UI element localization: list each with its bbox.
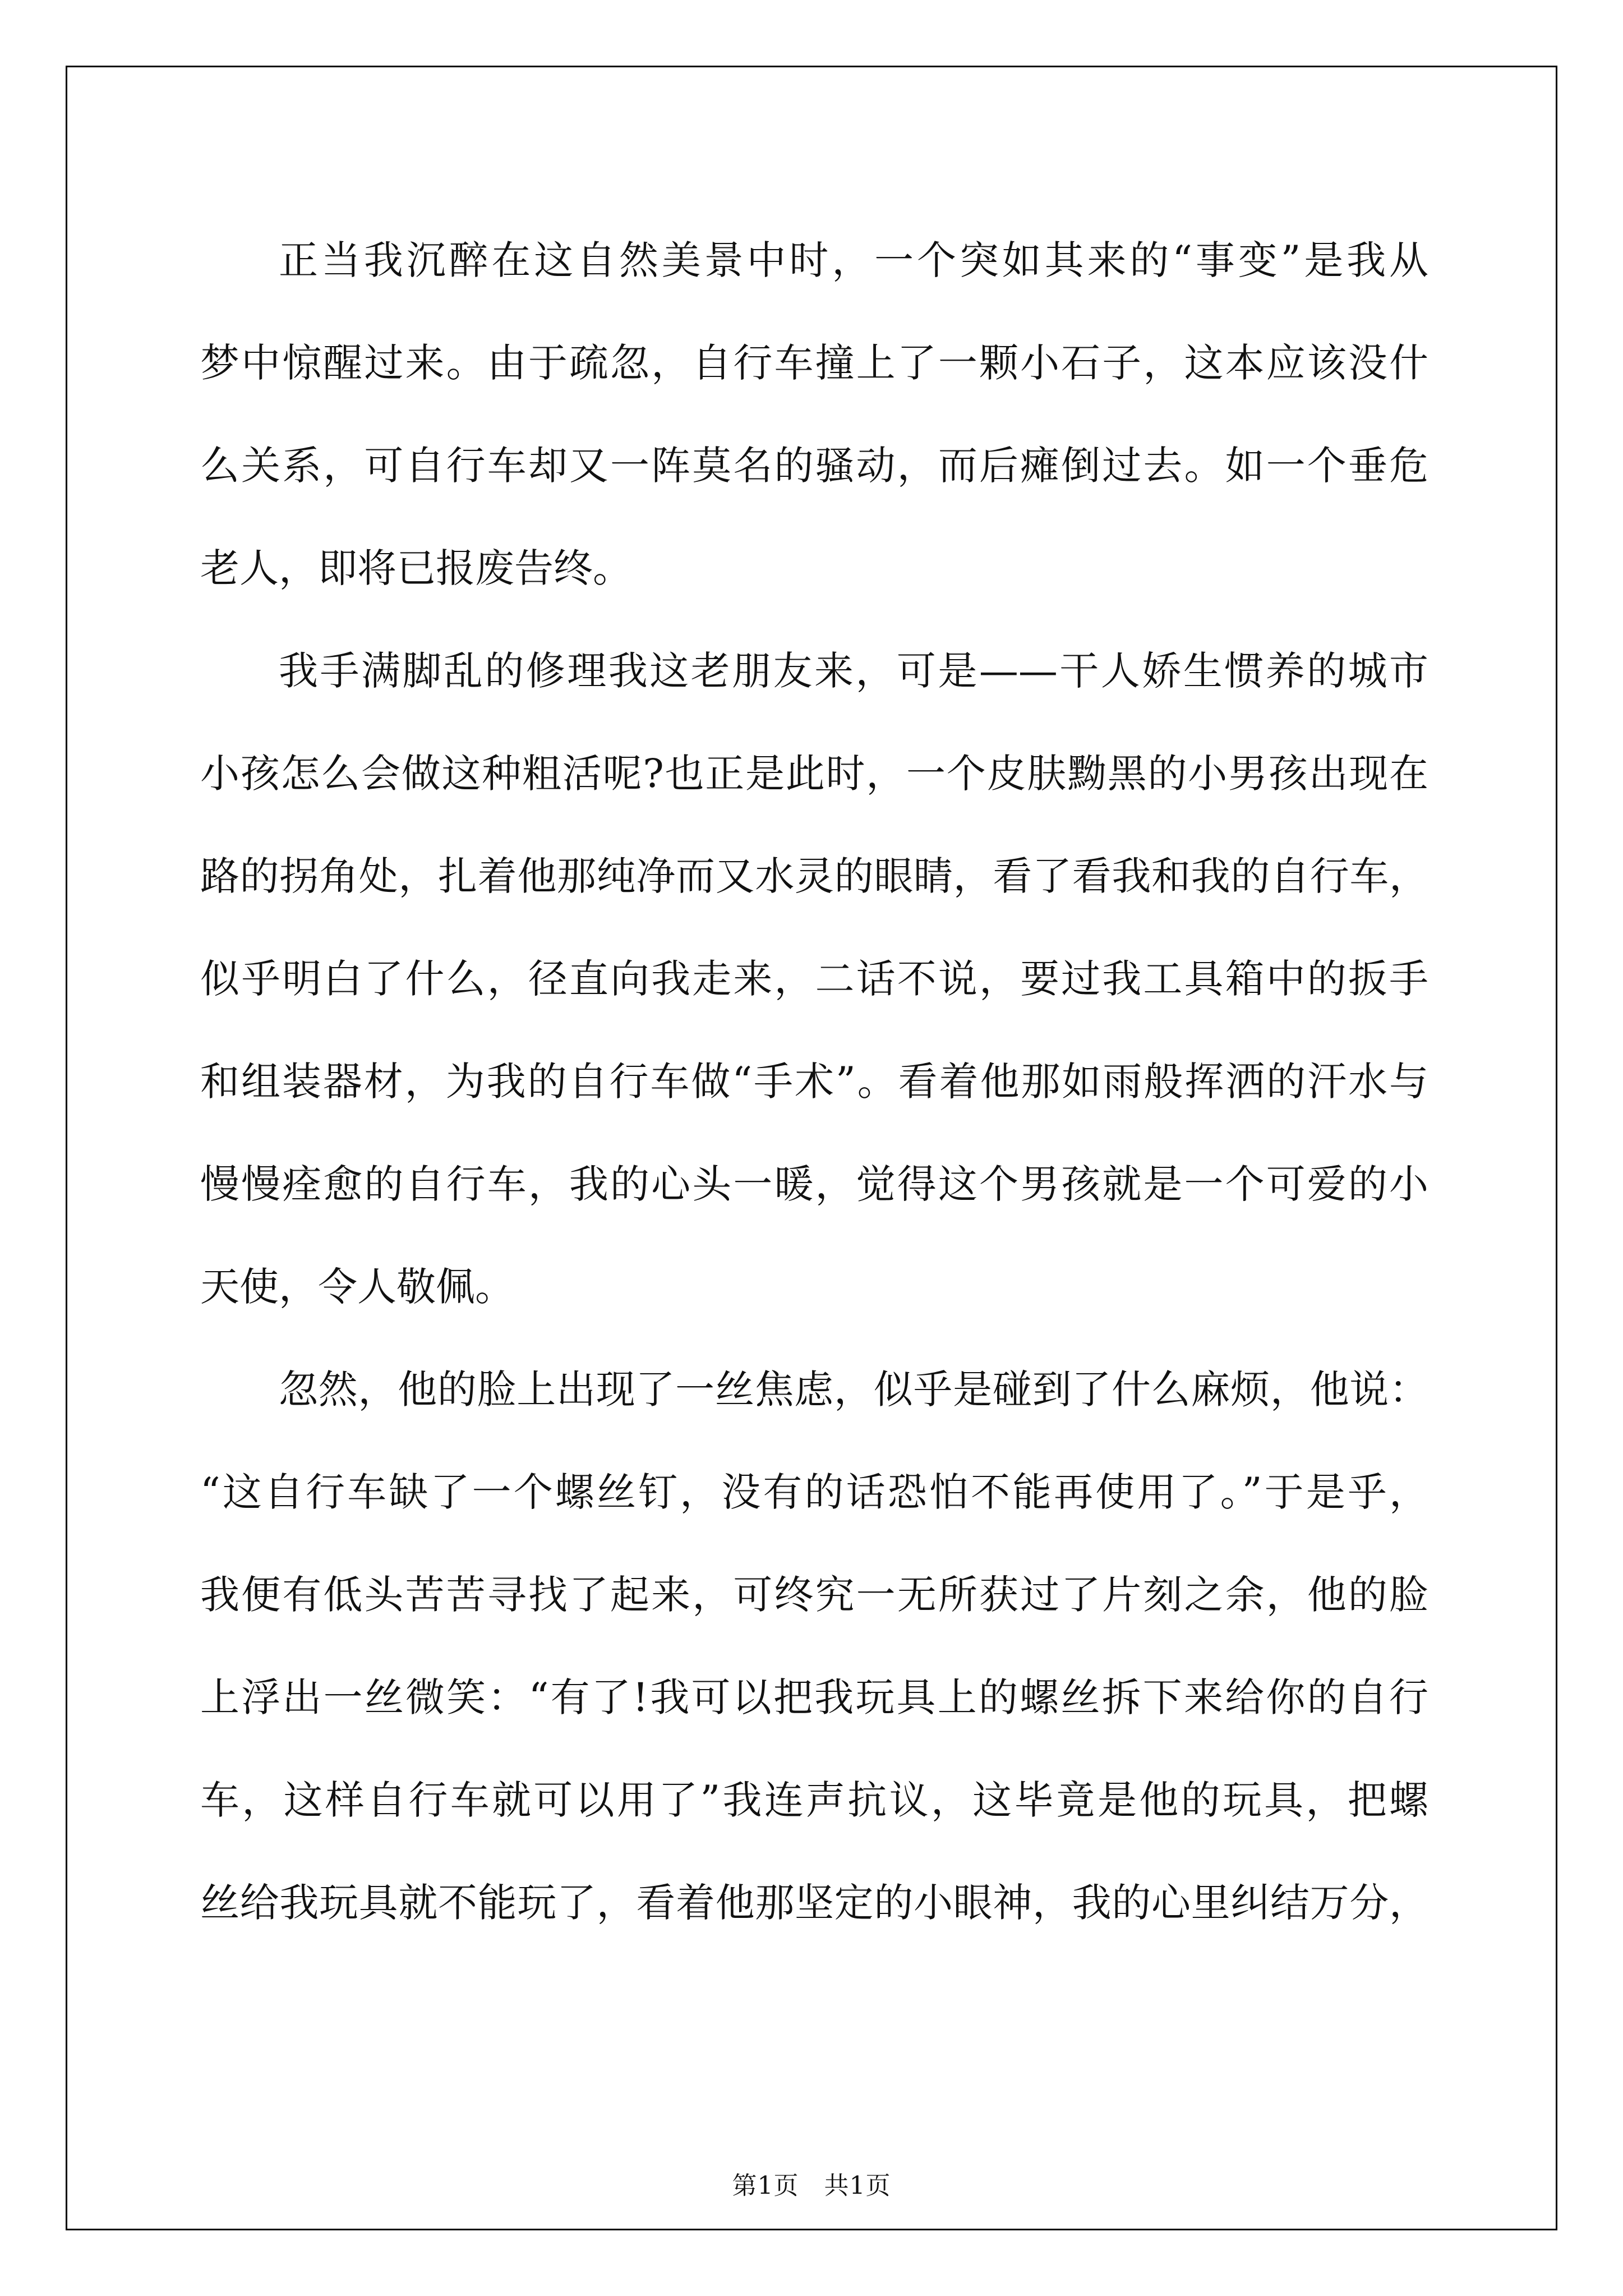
text-line: 小孩怎么会做这种粗活呢?也正是此时，一个皮肤黝黑的小男孩出现在 <box>200 751 1428 797</box>
text-line: 似乎明白了什么，径直向我走来，二话不说，要过我工具箱中的扳手 <box>200 956 1428 1002</box>
paragraph-2 <box>200 620 1428 1338</box>
paragraph-1 <box>200 209 1428 620</box>
text-line: 慢慢痊愈的自行车，我的心头一暖，觉得这个男孩就是一个可爱的小 <box>200 1161 1428 1207</box>
footer-spacer <box>799 2171 824 2200</box>
text-line: 丝给我玩具就不能玩了，看着他那坚定的小眼神，我的心里纠结万分， <box>200 1880 1428 1926</box>
text-line: 梦中惊醒过来。由于疏忽，自行车撞上了一颗小石子，这本应该没什 <box>200 340 1428 386</box>
text-line: 么关系，可自行车却又一阵莫名的骚动，而后瘫倒过去。如一个垂危 <box>200 443 1428 489</box>
text-line: “这自行车缺了一个螺丝钉，没有的话恐怕不能再使用了。”于是乎， <box>200 1469 1428 1515</box>
document-body <box>200 209 1428 1954</box>
page-footer <box>0 2165 1623 2201</box>
text-line: 天使，令人敬佩。 <box>200 1264 514 1310</box>
page-total: 共1页 <box>824 2171 891 2200</box>
text-line: 和组装器材，为我的自行车做“手术”。看着他那如雨般挥洒的汗水与 <box>200 1059 1428 1105</box>
paragraph-3 <box>200 1338 1428 1954</box>
text-line: 老人，即将已报废告终。 <box>200 545 632 591</box>
text-line: 我手满脚乱的修理我这老朋友来，可是——干人娇生惯养的城市 <box>279 648 1428 694</box>
page-number: 第1页 <box>732 2171 799 2200</box>
text-line: 忽然，他的脸上出现了一丝焦虑，似乎是碰到了什么麻烦，他说： <box>279 1366 1428 1412</box>
text-line: 上浮出一丝微笑：“有了!我可以把我玩具上的螺丝拆下来给你的自行 <box>200 1674 1428 1720</box>
text-line: 车，这样自行车就可以用了”我连声抗议，这毕竟是他的玩具，把螺 <box>200 1777 1428 1823</box>
text-line: 我便有低头苦苦寻找了起来，可终究一无所获过了片刻之余，他的脸 <box>200 1572 1428 1618</box>
text-line: 路的拐角处，扎着他那纯净而又水灵的眼睛，看了看我和我的自行车， <box>200 853 1428 899</box>
text-line: 正当我沉醉在这自然美景中时，一个突如其来的“事变”是我从 <box>279 237 1428 283</box>
